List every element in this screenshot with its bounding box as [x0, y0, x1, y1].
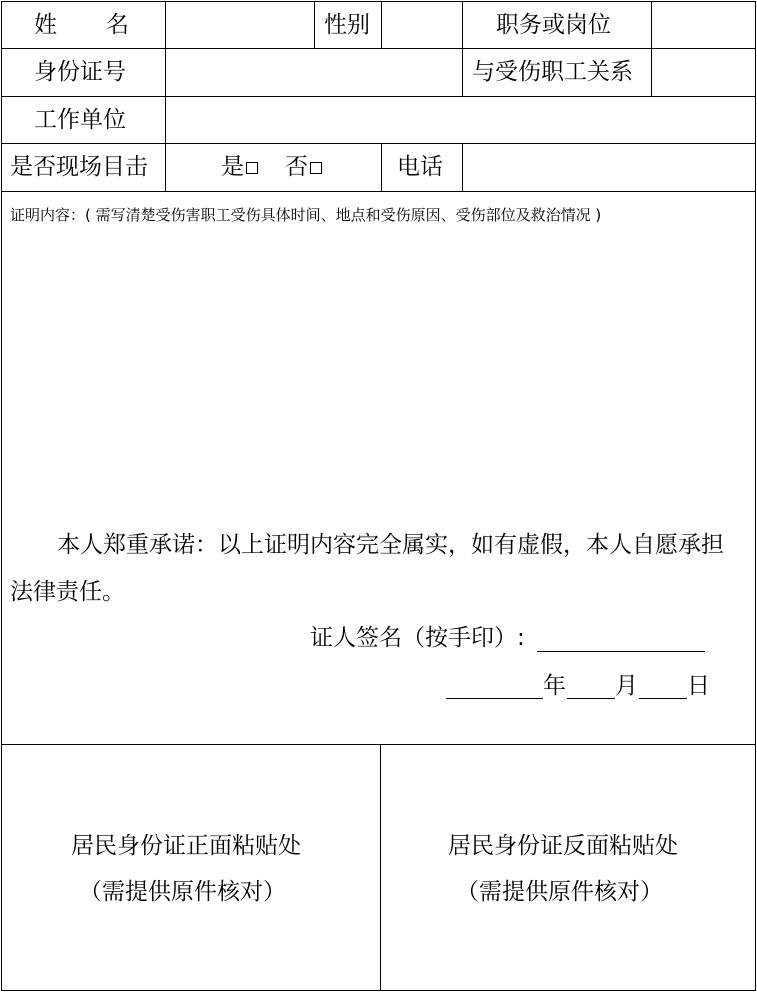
date-day-label: 日 — [687, 673, 710, 699]
witness-no-checkbox[interactable] — [310, 162, 322, 174]
col-divider — [462, 1, 463, 97]
witness-yes-checkbox[interactable] — [246, 162, 258, 174]
col-divider — [314, 1, 315, 49]
name-field[interactable] — [166, 2, 314, 48]
id-number-field[interactable] — [166, 49, 462, 96]
signature-label: 证人签名（按手印）: — [310, 625, 525, 651]
col-divider — [381, 143, 382, 191]
date-day-line[interactable] — [639, 698, 687, 699]
statement-label: 证明内容：( 需写清楚受伤害职工受伤具体时间、地点和受伤原因、受伤部位及救治情况 ) — [10, 206, 602, 224]
id-card-front-label: 居民身份证正面粘贴处 — [71, 833, 301, 859]
border-right — [755, 1, 756, 991]
witness-label: 是否现场目击 — [10, 154, 148, 180]
id-number-label: 身份证号 — [34, 59, 126, 85]
border-top — [1, 1, 756, 2]
relation-label: 与受伤职工关系 — [472, 59, 633, 85]
date-year-line[interactable] — [446, 698, 543, 699]
employer-label: 工作单位 — [34, 107, 126, 133]
statement-textarea[interactable] — [2, 228, 755, 518]
phone-field[interactable] — [463, 144, 755, 191]
signature-line[interactable] — [537, 651, 705, 652]
date-year-label: 年 — [543, 673, 566, 699]
id-card-back-area[interactable] — [381, 745, 755, 990]
date-month-line[interactable] — [567, 698, 615, 699]
id-card-front-note: （需提供原件核对） — [79, 879, 286, 905]
id-card-back-note: （需提供原件核对） — [456, 879, 663, 905]
gender-field[interactable] — [382, 2, 462, 48]
witness-yes-label: 是 — [221, 154, 244, 180]
employer-field[interactable] — [166, 97, 755, 143]
witness-no-option[interactable] — [285, 153, 322, 181]
border-bottom — [1, 990, 756, 991]
pledge-line-1: 本人郑重承诺：以上证明内容完全属实，如有虚假，本人自愿承担 — [57, 532, 724, 558]
date-month-label: 月 — [615, 673, 638, 699]
phone-label: 电话 — [397, 154, 443, 180]
id-card-front-area[interactable] — [2, 745, 380, 990]
relation-field[interactable] — [652, 49, 755, 96]
id-card-back-label: 居民身份证反面粘贴处 — [448, 833, 678, 859]
name-label: 姓 名 — [34, 12, 130, 38]
witness-yes-option[interactable] — [221, 153, 258, 181]
position-label: 职务或岗位 — [496, 12, 611, 38]
gender-label: 性别 — [324, 12, 370, 38]
pledge-line-2: 法律责任。 — [10, 579, 125, 605]
row-divider — [1, 191, 756, 192]
witness-no-label: 否 — [285, 154, 308, 180]
position-field[interactable] — [652, 2, 755, 48]
